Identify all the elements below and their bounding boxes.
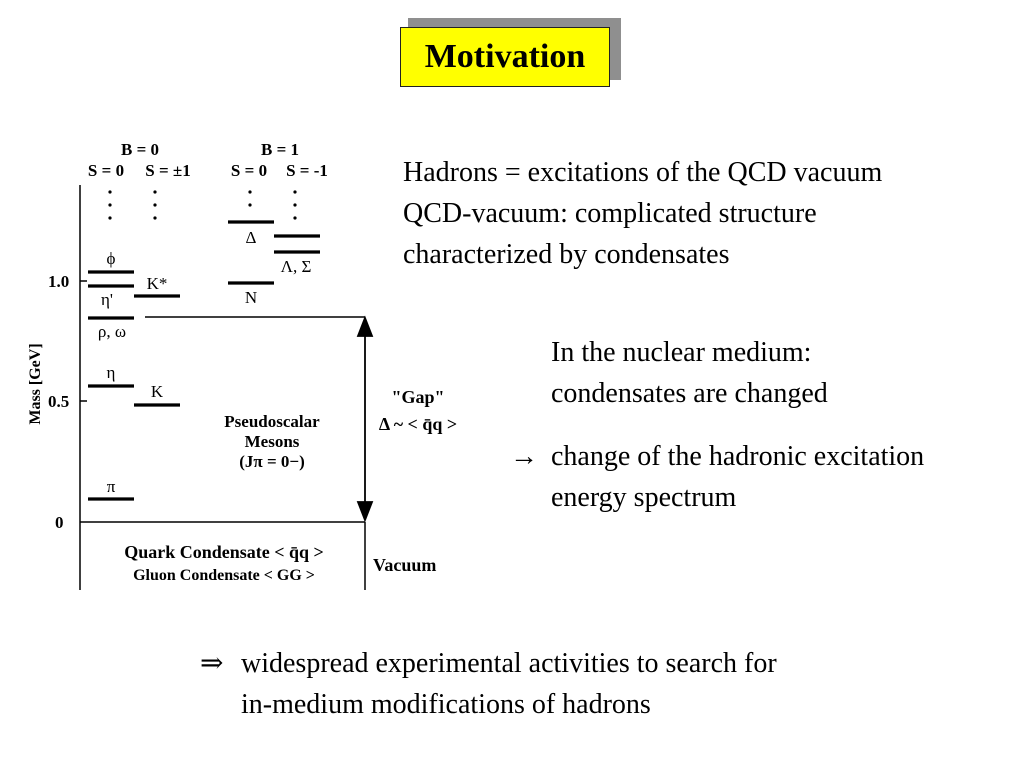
label-eta: η — [106, 363, 116, 382]
vacuum-label: Vacuum — [373, 555, 437, 575]
tick-label-0: 0 — [55, 513, 64, 532]
change-line: energy spectrum — [551, 482, 737, 513]
gap-label: "Gap" — [391, 387, 445, 407]
conclusion-line: widespread experimental activities to search for — [241, 648, 777, 679]
medium-line: condensates are changed — [551, 378, 828, 409]
label-lambda-sigma: Λ, Σ — [280, 257, 312, 276]
pseudoscalar-line-3: (Jπ = 0−) — [239, 452, 305, 471]
gluon-condensate: Gluon Condensate < GG > — [133, 567, 315, 584]
tick-label-1-0: 1.0 — [48, 272, 70, 291]
label-nucleon: N — [244, 288, 258, 307]
gap-formula: Δ ~ < q̄q > — [378, 414, 458, 434]
column-s-pm1-mesons: S = ±1 — [145, 161, 191, 180]
label-pion: π — [106, 477, 116, 496]
pseudoscalar-line-2: Mesons — [244, 432, 300, 451]
label-eta-prime: η' — [101, 290, 113, 309]
conclusion-line: in-medium modifications of hadrons — [241, 689, 651, 720]
label-kaon: K — [150, 382, 164, 401]
label-rho-omega: ρ, ω — [97, 322, 127, 341]
intro-line: characterized by condensates — [403, 239, 730, 270]
column-s0-mesons: S = 0 — [87, 161, 125, 180]
intro-line: Hadrons = excitations of the QCD vacuum — [403, 157, 883, 188]
change-text — [551, 436, 924, 518]
tick-label-0-5: 0.5 — [48, 392, 70, 411]
gap-arrow-down-head — [358, 502, 372, 520]
column-s0-baryons: S = 0 — [230, 161, 268, 180]
medium-text — [551, 332, 828, 414]
continuation-dots — [108, 190, 296, 219]
header-b0: B = 0 — [120, 140, 160, 159]
label-delta: Δ — [245, 228, 257, 247]
conclusion-text — [241, 643, 777, 725]
change-line: change of the hadronic excitation — [551, 441, 925, 472]
pseudoscalar-line-1: Pseudoscalar — [224, 412, 320, 431]
right-arrow-icon: → — [510, 441, 538, 472]
intro-text — [403, 152, 882, 275]
mass-axis-label: Mass [GeV] — [27, 343, 44, 425]
slide-title: Motivation — [400, 27, 610, 87]
medium-line: In the nuclear medium: — [551, 337, 812, 368]
label-phi: ϕ — [106, 249, 116, 268]
header-b1: B = 1 — [260, 140, 300, 159]
quark-condensate: Quark Condensate < q̄q > — [124, 542, 324, 562]
implies-icon: ⇒ — [200, 648, 224, 679]
gap-arrow-up-head — [358, 318, 372, 336]
intro-line: QCD-vacuum: complicated structure — [403, 198, 817, 229]
label-kstar: K* — [146, 274, 168, 293]
column-s-m1-baryons: S = -1 — [286, 161, 328, 180]
